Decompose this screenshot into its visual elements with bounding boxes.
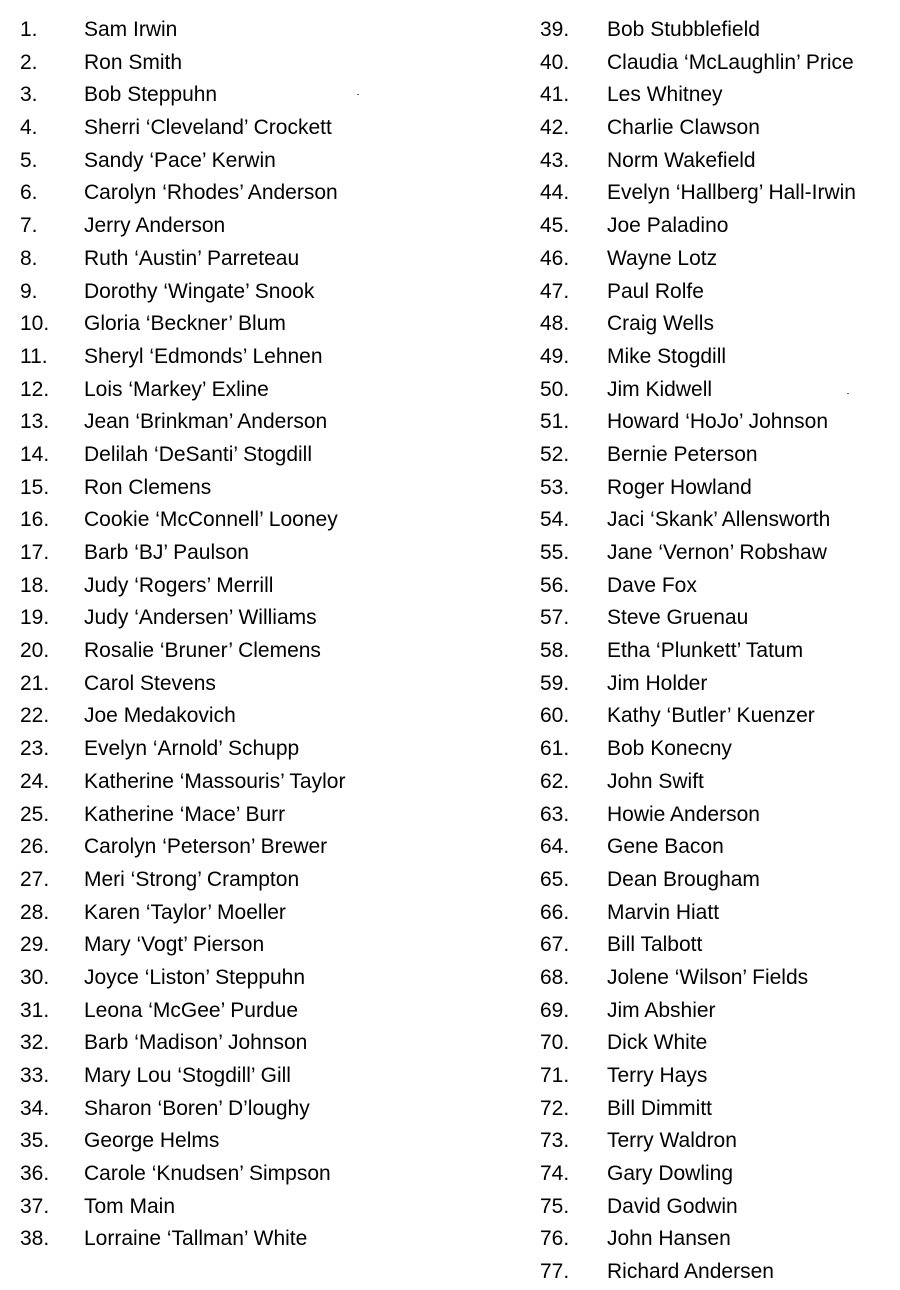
list-item-name: Mary Lou ‘Stogdill’ Gill bbox=[84, 1064, 291, 1087]
list-item bbox=[540, 1125, 856, 1158]
list-item-name: Bob Steppuhn bbox=[84, 83, 218, 107]
list-item bbox=[540, 145, 856, 178]
list-item-number: 12. bbox=[20, 377, 50, 401]
list-item bbox=[20, 341, 345, 374]
list-item-name: Joe Paladino bbox=[607, 214, 729, 238]
list-item-number: 65. bbox=[540, 867, 570, 891]
list-item bbox=[540, 504, 856, 537]
list-item bbox=[20, 1027, 345, 1060]
list-item bbox=[20, 145, 345, 178]
list-item-number: 21. bbox=[20, 671, 50, 695]
list-item-name: Carolyn ‘Rhodes’ Anderson bbox=[84, 181, 338, 205]
list-item-number: 34. bbox=[20, 1096, 50, 1120]
list-item bbox=[20, 766, 345, 799]
list-item bbox=[20, 537, 345, 570]
list-item-name: John Swift bbox=[607, 769, 704, 793]
list-item-name: Lorraine ‘Tallman’ White bbox=[84, 1227, 308, 1251]
list-item bbox=[20, 47, 345, 80]
list-item bbox=[540, 1191, 856, 1224]
list-item-number: 22. bbox=[20, 704, 50, 728]
list-item bbox=[540, 995, 856, 1028]
list-item-name: Jolene ‘Wilson’ Fields bbox=[607, 965, 809, 989]
list-item-number: 53. bbox=[540, 475, 570, 499]
list-item-number: 40. bbox=[540, 50, 570, 74]
list-item-number: 59. bbox=[540, 671, 570, 695]
list-item-name: Gene Bacon bbox=[607, 835, 724, 859]
list-item-name: Delilah ‘DeSanti’ Stogdill bbox=[84, 442, 313, 466]
list-item bbox=[540, 570, 856, 603]
list-item-number: 58. bbox=[540, 639, 570, 663]
list-item-number: 18. bbox=[20, 573, 50, 597]
list-item-number: 50. bbox=[540, 377, 570, 401]
list-item-name: Jerry Anderson bbox=[84, 214, 226, 238]
list-item bbox=[20, 929, 345, 962]
list-item bbox=[20, 374, 345, 407]
list-item bbox=[540, 341, 856, 374]
list-item-name: Joe Medakovich bbox=[84, 704, 236, 728]
list-item-number: 77. bbox=[540, 1260, 570, 1284]
list-item-name: Katherine ‘Mace’ Burr bbox=[84, 802, 286, 826]
list-item-number: 72. bbox=[540, 1096, 570, 1120]
list-item bbox=[540, 635, 856, 668]
scan-speck bbox=[847, 393, 849, 394]
list-item bbox=[540, 799, 856, 832]
list-item-number: 62. bbox=[540, 769, 570, 793]
list-item bbox=[20, 733, 345, 766]
list-item bbox=[20, 1125, 345, 1158]
list-item-name: Evelyn ‘Arnold’ Schupp bbox=[84, 737, 300, 761]
list-item-number: 20. bbox=[20, 639, 50, 663]
list-item-name: Kathy ‘Butler’ Kuenzer bbox=[607, 704, 815, 728]
list-item-number: 57. bbox=[540, 606, 570, 630]
list-item bbox=[540, 929, 856, 962]
list-item-number: 56. bbox=[540, 573, 570, 597]
list-item bbox=[540, 243, 856, 276]
list-item bbox=[540, 47, 856, 80]
list-item-number: 27. bbox=[20, 867, 50, 891]
list-item-name: Steve Gruenau bbox=[607, 606, 749, 630]
list-item-number: 38. bbox=[20, 1227, 50, 1251]
list-item-number: 31. bbox=[20, 998, 50, 1022]
list-item-name: Jim Holder bbox=[607, 671, 708, 695]
list-item-number: 48. bbox=[540, 312, 570, 336]
list-item-number: 61. bbox=[540, 737, 570, 761]
list-item bbox=[540, 897, 856, 930]
list-item-number: 17. bbox=[20, 541, 50, 564]
list-item bbox=[20, 406, 345, 439]
list-item bbox=[20, 1093, 345, 1126]
list-item bbox=[20, 472, 345, 505]
list-item bbox=[20, 799, 345, 832]
list-item-name: Roger Howland bbox=[607, 475, 752, 499]
list-item bbox=[20, 1158, 345, 1191]
list-item-name: Karen ‘Taylor’ Moeller bbox=[84, 900, 286, 924]
list-item-name: Paul Rolfe bbox=[607, 279, 704, 303]
list-item-name: Ruth ‘Austin’ Parreteau bbox=[84, 246, 300, 270]
list-item bbox=[540, 374, 856, 407]
list-item-name: George Helms bbox=[84, 1129, 220, 1153]
list-item bbox=[540, 406, 856, 439]
list-item-number: 25. bbox=[20, 802, 50, 826]
list-item-number: 37. bbox=[20, 1194, 50, 1218]
list-item-name: Gary Dowling bbox=[607, 1162, 734, 1186]
list-item-name: Katherine ‘Massouris’ Taylor bbox=[84, 769, 346, 793]
list-item-name: Carolyn ‘Peterson’ Brewer bbox=[84, 835, 328, 859]
list-item bbox=[20, 504, 345, 537]
list-item-number: 5. bbox=[20, 148, 38, 172]
list-item-name: Mike Stogdill bbox=[607, 344, 727, 368]
list-item bbox=[540, 14, 856, 47]
list-item-number: 55. bbox=[540, 541, 570, 564]
list-item bbox=[540, 864, 856, 897]
list-item-number: 8. bbox=[20, 246, 38, 270]
list-item-number: 33. bbox=[20, 1064, 50, 1087]
list-item bbox=[20, 897, 345, 930]
list-item bbox=[20, 962, 345, 995]
list-item-number: 35. bbox=[20, 1129, 50, 1153]
list-item bbox=[20, 668, 345, 701]
list-item bbox=[20, 1060, 345, 1093]
list-item-name: Terry Hays bbox=[607, 1064, 708, 1087]
list-item bbox=[540, 700, 856, 733]
list-item-name: Jean ‘Brinkman’ Anderson bbox=[84, 410, 328, 434]
list-item-name: Sheryl ‘Edmonds’ Lehnen bbox=[84, 344, 323, 368]
list-item-name: Charlie Clawson bbox=[607, 116, 760, 140]
list-item bbox=[20, 602, 345, 635]
left-name-column bbox=[20, 14, 345, 1256]
list-item bbox=[540, 1256, 856, 1289]
list-item-name: Etha ‘Plunkett’ Tatum bbox=[607, 639, 804, 663]
list-item-name: Bill Talbott bbox=[607, 933, 703, 957]
list-item bbox=[540, 112, 856, 145]
list-item-name: Carol Stevens bbox=[84, 671, 216, 695]
list-item-name: Sherri ‘Cleveland’ Crockett bbox=[84, 116, 332, 140]
list-item-number: 15. bbox=[20, 475, 50, 499]
list-item-name: Dorothy ‘Wingate’ Snook bbox=[84, 279, 315, 303]
scan-speck bbox=[357, 94, 359, 95]
list-item bbox=[20, 570, 345, 603]
list-item bbox=[20, 276, 345, 309]
list-item-number: 60. bbox=[540, 704, 570, 728]
list-item bbox=[20, 112, 345, 145]
list-item bbox=[20, 700, 345, 733]
list-item bbox=[20, 864, 345, 897]
list-item bbox=[540, 733, 856, 766]
list-item-name: Barb ‘Madison’ Johnson bbox=[84, 1031, 308, 1055]
list-item bbox=[540, 210, 856, 243]
list-item-name: Gloria ‘Beckner’ Blum bbox=[84, 312, 286, 336]
list-item bbox=[540, 276, 856, 309]
list-item-number: 19. bbox=[20, 606, 50, 630]
list-item-number: 64. bbox=[540, 835, 570, 859]
list-item-name: Cookie ‘McConnell’ Looney bbox=[84, 508, 338, 532]
list-item-name: Judy ‘Rogers’ Merrill bbox=[84, 573, 274, 597]
list-item-number: 11. bbox=[20, 344, 48, 368]
list-item-number: 66. bbox=[540, 900, 570, 924]
list-item bbox=[20, 831, 345, 864]
list-item bbox=[540, 308, 856, 341]
list-item-name: Jim Abshier bbox=[607, 998, 716, 1022]
list-item-name: Sandy ‘Pace’ Kerwin bbox=[84, 148, 276, 172]
list-item-number: 14. bbox=[20, 442, 50, 466]
list-item bbox=[540, 177, 856, 210]
list-item bbox=[20, 1223, 345, 1256]
list-item bbox=[20, 439, 345, 472]
list-item-number: 51. bbox=[540, 410, 570, 434]
list-item-name: Evelyn ‘Hallberg’ Hall-Irwin bbox=[607, 181, 856, 205]
list-item-number: 24. bbox=[20, 769, 50, 793]
list-item bbox=[540, 831, 856, 864]
list-item bbox=[20, 177, 345, 210]
list-item-number: 42. bbox=[540, 116, 570, 140]
list-item-name: Leona ‘McGee’ Purdue bbox=[84, 998, 299, 1022]
list-item-name: Bernie Peterson bbox=[607, 442, 758, 466]
list-item-name: Rosalie ‘Bruner’ Clemens bbox=[84, 639, 321, 663]
list-item bbox=[540, 668, 856, 701]
list-item bbox=[540, 472, 856, 505]
list-item-number: 75. bbox=[540, 1194, 570, 1218]
list-item-number: 30. bbox=[20, 965, 50, 989]
list-item-number: 29. bbox=[20, 933, 50, 957]
list-item bbox=[540, 602, 856, 635]
list-item bbox=[20, 210, 345, 243]
list-item-number: 67. bbox=[540, 933, 570, 957]
list-item-number: 28. bbox=[20, 900, 50, 924]
list-item-name: Sam Irwin bbox=[84, 18, 178, 41]
list-item-number: 74. bbox=[540, 1162, 570, 1186]
list-item bbox=[20, 635, 345, 668]
list-item-name: Barb ‘BJ’ Paulson bbox=[84, 541, 249, 564]
list-item bbox=[540, 962, 856, 995]
list-item-number: 26. bbox=[20, 835, 50, 859]
list-item bbox=[20, 79, 345, 112]
list-item-name: Jaci ‘Skank’ Allensworth bbox=[607, 508, 831, 532]
list-item-name: David Godwin bbox=[607, 1194, 738, 1218]
list-item bbox=[20, 243, 345, 276]
list-item-number: 47. bbox=[540, 279, 570, 303]
list-item bbox=[540, 439, 856, 472]
list-item-number: 73. bbox=[540, 1129, 570, 1153]
list-item-name: Ron Clemens bbox=[84, 475, 212, 499]
right-name-column bbox=[540, 14, 856, 1289]
list-item-name: Howie Anderson bbox=[607, 802, 760, 826]
list-item-name: Dick White bbox=[607, 1031, 708, 1055]
list-item-name: Terry Waldron bbox=[607, 1129, 737, 1153]
list-item bbox=[540, 79, 856, 112]
list-item-name: Claudia ‘McLaughlin’ Price bbox=[607, 50, 854, 74]
list-item-name: John Hansen bbox=[607, 1227, 731, 1251]
list-item-name: Richard Andersen bbox=[607, 1260, 774, 1284]
list-item-number: 16. bbox=[20, 508, 50, 532]
list-item-number: 71. bbox=[540, 1064, 570, 1087]
list-item bbox=[540, 1027, 856, 1060]
list-item-number: 43. bbox=[540, 148, 570, 172]
list-item bbox=[20, 995, 345, 1028]
list-item-name: Mary ‘Vogt’ Pierson bbox=[84, 933, 265, 957]
list-item-number: 1. bbox=[20, 18, 38, 41]
list-item-number: 10. bbox=[20, 312, 50, 336]
list-item-name: Lois ‘Markey’ Exline bbox=[84, 377, 269, 401]
list-item bbox=[540, 766, 856, 799]
list-item-number: 3. bbox=[20, 83, 38, 107]
list-item-name: Howard ‘HoJo’ Johnson bbox=[607, 410, 829, 434]
list-item-name: Craig Wells bbox=[607, 312, 714, 336]
list-item bbox=[540, 1158, 856, 1191]
list-item-name: Marvin Hiatt bbox=[607, 900, 720, 924]
list-item-number: 9. bbox=[20, 279, 38, 303]
list-item-number: 36. bbox=[20, 1162, 50, 1186]
list-item-name: Norm Wakefield bbox=[607, 148, 756, 172]
list-item-number: 32. bbox=[20, 1031, 50, 1055]
list-item-number: 13. bbox=[20, 410, 50, 434]
list-item-number: 69. bbox=[540, 998, 570, 1022]
list-item bbox=[20, 14, 345, 47]
list-item-name: Sharon ‘Boren’ D’loughy bbox=[84, 1096, 310, 1120]
list-item-name: Jane ‘Vernon’ Robshaw bbox=[607, 541, 827, 564]
list-item-number: 63. bbox=[540, 802, 570, 826]
list-item-number: 7. bbox=[20, 214, 38, 238]
list-item-name: Tom Main bbox=[84, 1194, 176, 1218]
list-item-name: Ron Smith bbox=[84, 50, 183, 74]
list-item-name: Bob Stubblefield bbox=[607, 18, 760, 41]
list-item bbox=[540, 1060, 856, 1093]
list-item-name: Dave Fox bbox=[607, 573, 697, 597]
list-item-number: 49. bbox=[540, 344, 570, 368]
list-item-name: Wayne Lotz bbox=[607, 246, 718, 270]
list-item bbox=[20, 1191, 345, 1224]
list-item-number: 52. bbox=[540, 442, 570, 466]
list-item-number: 6. bbox=[20, 181, 38, 205]
list-item-number: 46. bbox=[540, 246, 570, 270]
list-item bbox=[540, 1093, 856, 1126]
list-item-name: Jim Kidwell bbox=[607, 377, 713, 401]
list-item-number: 41. bbox=[540, 83, 570, 107]
list-item bbox=[540, 1223, 856, 1256]
list-item-name: Meri ‘Strong’ Crampton bbox=[84, 867, 300, 891]
list-item-number: 23. bbox=[20, 737, 50, 761]
list-item-number: 39. bbox=[540, 18, 570, 41]
list-item-number: 45. bbox=[540, 214, 570, 238]
list-item-number: 2. bbox=[20, 50, 38, 74]
list-item-name: Carole ‘Knudsen’ Simpson bbox=[84, 1162, 331, 1186]
list-item-number: 68. bbox=[540, 965, 570, 989]
list-item-name: Les Whitney bbox=[607, 83, 723, 107]
list-item-number: 76. bbox=[540, 1227, 570, 1251]
list-item-number: 70. bbox=[540, 1031, 570, 1055]
list-item bbox=[20, 308, 345, 341]
list-item-name: Judy ‘Andersen’ Williams bbox=[84, 606, 317, 630]
list-item-name: Dean Brougham bbox=[607, 867, 760, 891]
list-item bbox=[540, 537, 856, 570]
list-item-number: 4. bbox=[20, 116, 38, 140]
list-item-number: 54. bbox=[540, 508, 570, 532]
list-item-name: Bill Dimmitt bbox=[607, 1096, 712, 1120]
list-item-name: Bob Konecny bbox=[607, 737, 732, 761]
list-item-name: Joyce ‘Liston’ Steppuhn bbox=[84, 965, 306, 989]
list-item-number: 44. bbox=[540, 181, 570, 205]
